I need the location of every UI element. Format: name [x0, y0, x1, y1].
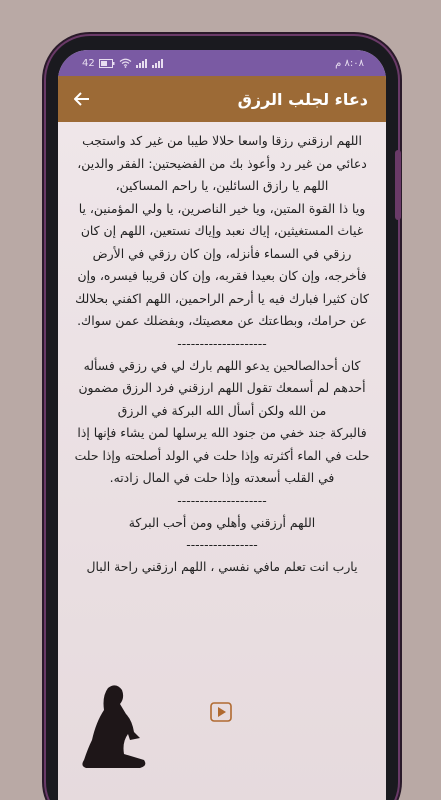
battery-level: 42: [82, 57, 95, 69]
dua-paragraph-5: اللهم أرزقني وأهلي ومن أحب البركة: [128, 514, 316, 530]
separator: --------------------: [177, 335, 267, 351]
app-bar: [58, 76, 386, 122]
separator: ----------------: [186, 537, 258, 552]
signal-icon: [136, 58, 148, 68]
play-icon[interactable]: [210, 702, 232, 722]
dua-text-content[interactable]: [58, 122, 386, 800]
dua-paragraph-1: اللهم ارزقني رزقا واسعا حلالا طيبا من غير كد واستجب دعائي من غير رد وأعوذ بك من الفضيحتين: الفقر والدين، اللهم يا رازق السائلين، يا راحم المساكين،: [77, 133, 367, 193]
phone-side-button: [395, 150, 401, 220]
dua-paragraph-6: يارب انت تعلم مافي نفسي ، اللهم ارزقني راحة البال: [86, 559, 358, 574]
screen: [58, 50, 386, 800]
page-title: دعاء لجلب الرزق: [237, 89, 368, 109]
back-button[interactable]: [72, 89, 92, 109]
arrow-left-icon: [74, 92, 90, 106]
status-icons: [82, 58, 164, 69]
signal-icon-2: [152, 58, 164, 68]
dua-paragraph-3: كان أحدالصالحين يدعو اللهم بارك لي في رزقي فسأله أحدهم لم أسمعك تقول اللهم ارزقني فرد الرزق مضمون من الله ولكن أسأل الله البركة في الرزق: [78, 357, 366, 418]
dua-paragraph-4: فالبركة جند خفي من جنود الله يرسلها لمن يشاء فإنها إذا حلت في الماء أكثرته وإذا حلت في الولد أصلحته وإذا حلت في القلب أسعدته وإذا حلت في المال زادته.: [74, 425, 370, 485]
status-time: ٨:٠٨ م: [335, 57, 364, 69]
status-bar: [58, 50, 386, 76]
separator: --------------------: [177, 492, 267, 508]
battery-icon: [99, 59, 115, 68]
wifi-icon: [119, 58, 132, 68]
dua-paragraph-2: ويا ذا القوة المتين، ويا خير الناصرين، يا ولي المؤمنين، يا غياث المستغيثين، إياك نعبد وإياك نستعين، اللهم إن كان رزقي في السماء فأنزله، وإن كان رزقي في الأرض فأخرجه، وإن كان بعيدا فقربه، وإن كان قريبا فيسره، وإن كان كثيرا فبارك فيه يا أرحم الراحمين، اللهم اكفني بحلالك عن حرامك، وبطاعتك عن معصيتك، وبفضلك عمن سواك.: [75, 200, 369, 328]
praying-person-icon: [78, 682, 150, 772]
